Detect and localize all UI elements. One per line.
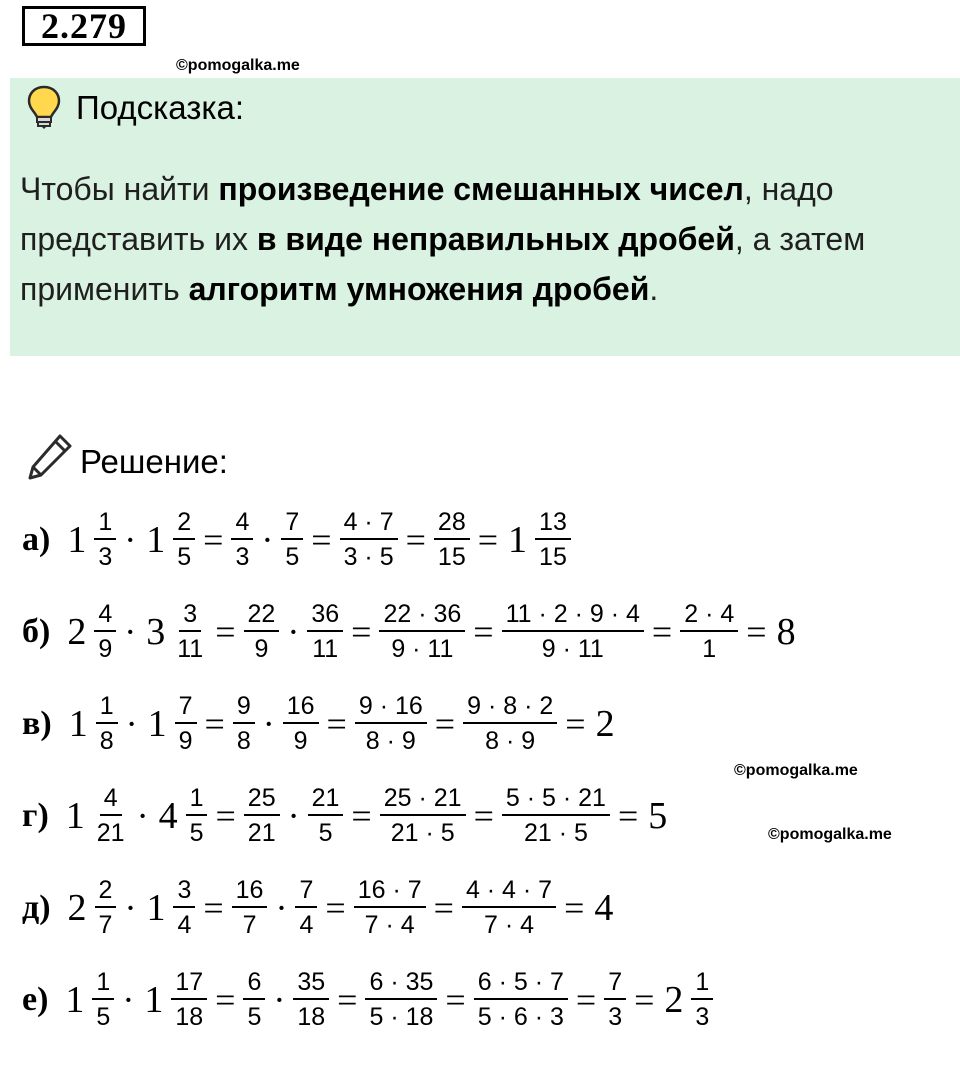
fraction — [502, 784, 610, 847]
equation-label: а) — [22, 520, 51, 558]
whole-number: 2 — [67, 886, 87, 929]
numerator: 16 — [232, 876, 268, 908]
equals-sign: = — [204, 703, 225, 744]
denominator: 7 · 4 — [364, 911, 415, 939]
equation-row — [22, 692, 620, 755]
denominator: 18 — [175, 1003, 204, 1031]
numerator: 9 — [233, 692, 255, 724]
equals-sign: = — [445, 979, 466, 1020]
whole-number: 1 — [508, 518, 528, 561]
denominator: 8 · 9 — [365, 727, 416, 755]
numerator: 17 — [171, 968, 207, 1000]
denominator: 18 — [297, 1003, 326, 1031]
numerator: 9 · 8 · 2 — [463, 692, 557, 724]
denominator: 21 · 5 — [523, 819, 588, 847]
multiply-sign: · — [287, 795, 300, 836]
denominator: 5 — [96, 1003, 111, 1031]
equals-sign: = — [203, 519, 224, 560]
multiply-sign: · — [122, 979, 135, 1020]
equation-row — [22, 876, 618, 939]
denominator: 5 — [247, 1003, 262, 1031]
whole-number: 1 — [144, 978, 164, 1021]
fraction — [354, 876, 426, 939]
fraction — [283, 692, 319, 755]
watermark: ©pomogalka.me — [768, 826, 892, 843]
fraction — [232, 876, 268, 939]
numerator: 7 — [604, 968, 626, 1000]
multiply-sign: · — [262, 703, 275, 744]
equals-sign: = — [351, 611, 372, 652]
fraction — [434, 508, 470, 571]
denominator: 5 · 18 — [369, 1003, 434, 1031]
denominator: 5 — [177, 543, 192, 571]
numerator: 1 — [96, 692, 118, 724]
fraction — [462, 876, 556, 939]
equation-label: г) — [22, 796, 49, 834]
whole-number: 2 — [67, 610, 87, 653]
denominator: 4 — [299, 911, 314, 939]
fraction — [365, 968, 437, 1031]
numerator: 28 — [434, 508, 470, 540]
numerator: 25 — [244, 784, 280, 816]
denominator: 21 — [96, 819, 125, 847]
fraction — [604, 968, 626, 1031]
equation-row — [22, 968, 716, 1031]
denominator: 4 — [177, 911, 192, 939]
fraction — [93, 784, 129, 847]
denominator: 8 — [99, 727, 114, 755]
equals-sign: = — [651, 611, 673, 652]
whole-number: 1 — [65, 794, 85, 837]
multiply-sign: · — [287, 611, 300, 652]
numerator: 6 · 35 — [365, 968, 437, 1000]
fraction — [244, 600, 280, 663]
fraction — [244, 784, 280, 847]
fraction — [231, 508, 253, 571]
fraction — [691, 968, 713, 1031]
denominator: 9 — [254, 635, 269, 663]
equation-label: е) — [22, 980, 49, 1018]
fraction — [171, 968, 207, 1031]
whole-number: 1 — [146, 518, 166, 561]
numerator: 3 — [179, 600, 201, 632]
multiply-sign: · — [275, 887, 288, 928]
hint-segment: , надо представить их — [20, 171, 834, 257]
whole-number: 1 — [147, 702, 167, 745]
fraction — [379, 600, 465, 663]
fraction — [355, 692, 427, 755]
equals-sign: = — [311, 519, 332, 560]
equation-label: в) — [22, 704, 52, 742]
fraction — [680, 600, 738, 663]
whole-number: 3 — [146, 610, 166, 653]
equals-sign: = — [215, 795, 236, 836]
fraction — [293, 968, 329, 1031]
denominator: 9 · 11 — [391, 635, 454, 663]
equals-sign: = — [473, 795, 494, 836]
fraction — [233, 692, 255, 755]
denominator: 8 · 9 — [485, 727, 536, 755]
equals-sign: = — [215, 611, 236, 652]
denominator: 21 · 5 — [390, 819, 455, 847]
fraction — [186, 784, 208, 847]
problem-number: 2.279 — [22, 6, 146, 46]
denominator: 3 — [695, 1003, 710, 1031]
equation-row — [22, 784, 672, 847]
whole-number: 5 — [648, 794, 668, 837]
numerator: 13 — [535, 508, 571, 540]
numerator: 7 — [281, 508, 303, 540]
equals-sign: = — [634, 979, 655, 1020]
hint-title: Подсказка: — [76, 89, 245, 126]
multiply-sign: · — [136, 795, 149, 836]
denominator: 5 — [318, 819, 333, 847]
equals-sign: = — [617, 795, 639, 836]
equation-row — [22, 600, 801, 663]
fraction — [173, 508, 195, 571]
numerator: 1 — [691, 968, 713, 1000]
numerator: 6 · 5 · 7 — [474, 968, 568, 1000]
equals-sign: = — [565, 703, 586, 744]
whole-number: 1 — [65, 978, 85, 1021]
numerator: 3 — [173, 876, 195, 908]
equation-row — [22, 508, 574, 571]
numerator: 2 — [95, 876, 117, 908]
denominator: 11 — [177, 635, 204, 663]
numerator: 4 — [94, 600, 116, 632]
fraction — [474, 968, 568, 1031]
numerator: 9 · 16 — [355, 692, 427, 724]
numerator: 1 — [186, 784, 208, 816]
multiply-sign: · — [261, 519, 274, 560]
fraction — [175, 692, 197, 755]
denominator: 1 — [702, 635, 717, 663]
denominator: 21 — [247, 819, 276, 847]
fraction — [94, 508, 116, 571]
numerator: 2 — [173, 508, 195, 540]
numerator: 6 — [243, 968, 265, 1000]
fraction — [340, 508, 398, 571]
solution-title: Решение: — [80, 443, 228, 480]
fraction — [308, 784, 344, 847]
equals-sign: = — [405, 519, 426, 560]
numerator: 16 · 7 — [354, 876, 426, 908]
fraction — [94, 600, 116, 663]
numerator: 2 · 4 — [680, 600, 738, 632]
multiply-sign: · — [124, 611, 137, 652]
equals-sign: = — [564, 887, 585, 928]
fraction — [281, 508, 303, 571]
equals-sign: = — [434, 703, 456, 744]
numerator: 1 — [94, 508, 116, 540]
equals-sign: = — [473, 611, 494, 652]
fraction — [95, 876, 117, 939]
numerator: 25 · 21 — [380, 784, 466, 816]
equals-sign: = — [215, 979, 236, 1020]
hint-segment: . — [649, 271, 659, 307]
whole-number: 4 — [158, 794, 178, 837]
numerator: 35 — [293, 968, 329, 1000]
fraction — [173, 600, 207, 663]
denominator: 7 · 4 — [484, 911, 535, 939]
equals-sign: = — [351, 795, 372, 836]
denominator: 7 — [98, 911, 113, 939]
fraction — [307, 600, 343, 663]
multiply-sign: · — [124, 887, 137, 928]
denominator: 15 — [437, 543, 466, 571]
numerator: 7 — [295, 876, 317, 908]
whole-number: 1 — [68, 702, 88, 745]
whole-number: 2 — [595, 702, 615, 745]
numerator: 4 — [231, 508, 253, 540]
denominator: 5 — [285, 543, 300, 571]
hint-text — [20, 164, 950, 314]
equation-label: б) — [22, 612, 51, 650]
numerator: 1 — [92, 968, 114, 1000]
numerator: 4 · 7 — [340, 508, 398, 540]
denominator: 8 — [236, 727, 251, 755]
numerator: 7 — [175, 692, 197, 724]
fraction — [243, 968, 265, 1031]
denominator: 9 — [293, 727, 308, 755]
denominator: 3 — [235, 543, 250, 571]
denominator: 3 — [98, 543, 113, 571]
whole-number: 1 — [67, 518, 87, 561]
fraction — [380, 784, 466, 847]
denominator: 3 · 5 — [343, 543, 394, 571]
denominator: 11 — [312, 635, 339, 663]
hint-segment: , а затем применить — [20, 221, 866, 307]
denominator: 3 — [608, 1003, 623, 1031]
equals-sign: = — [203, 887, 224, 928]
denominator: 9 — [178, 727, 193, 755]
hint-segment: Чтобы найти — [20, 171, 219, 207]
numerator: 36 — [307, 600, 343, 632]
equation-label: д) — [22, 888, 51, 926]
numerator: 4 — [100, 784, 122, 816]
denominator: 9 · 11 — [541, 635, 604, 663]
fraction — [173, 876, 195, 939]
whole-number: 2 — [664, 978, 684, 1021]
denominator: 7 — [242, 911, 257, 939]
lightbulb-icon — [26, 84, 62, 130]
fraction — [295, 876, 317, 939]
denominator: 9 — [98, 635, 113, 663]
numerator: 22 · 36 — [379, 600, 465, 632]
numerator: 22 — [244, 600, 280, 632]
hint-emphasis: произведение смешанных чисел — [218, 171, 744, 207]
equals-sign: = — [337, 979, 358, 1020]
numerator: 11 · 2 · 9 · 4 — [502, 600, 644, 632]
multiply-sign: · — [125, 703, 138, 744]
fraction — [535, 508, 571, 571]
denominator: 15 — [539, 543, 567, 571]
numerator: 5 · 5 · 21 — [502, 784, 610, 816]
multiply-sign: · — [124, 519, 137, 560]
pencil-icon — [26, 432, 74, 482]
multiply-sign: · — [273, 979, 286, 1020]
numerator: 4 · 4 · 7 — [462, 876, 556, 908]
whole-number: 8 — [776, 610, 796, 653]
whole-number: 1 — [146, 886, 166, 929]
equals-sign: = — [746, 611, 767, 652]
fraction — [96, 692, 118, 755]
equals-sign: = — [325, 887, 346, 928]
watermark: ©pomogalka.me — [176, 57, 300, 74]
hint-emphasis: алгоритм умножения дробей — [188, 271, 650, 307]
denominator: 5 · 6 · 3 — [477, 1003, 564, 1031]
hint-emphasis: в виде неправильных дробей — [256, 221, 735, 257]
fraction — [502, 600, 644, 663]
equals-sign: = — [477, 519, 499, 560]
watermark: ©pomogalka.me — [734, 762, 858, 779]
denominator: 5 — [189, 819, 204, 847]
fraction — [463, 692, 557, 755]
numerator: 21 — [308, 784, 344, 816]
fraction — [92, 968, 114, 1031]
whole-number: 4 — [594, 886, 614, 929]
numerator: 16 — [283, 692, 319, 724]
equals-sign: = — [575, 979, 597, 1020]
equals-sign: = — [433, 887, 454, 928]
equals-sign: = — [326, 703, 347, 744]
